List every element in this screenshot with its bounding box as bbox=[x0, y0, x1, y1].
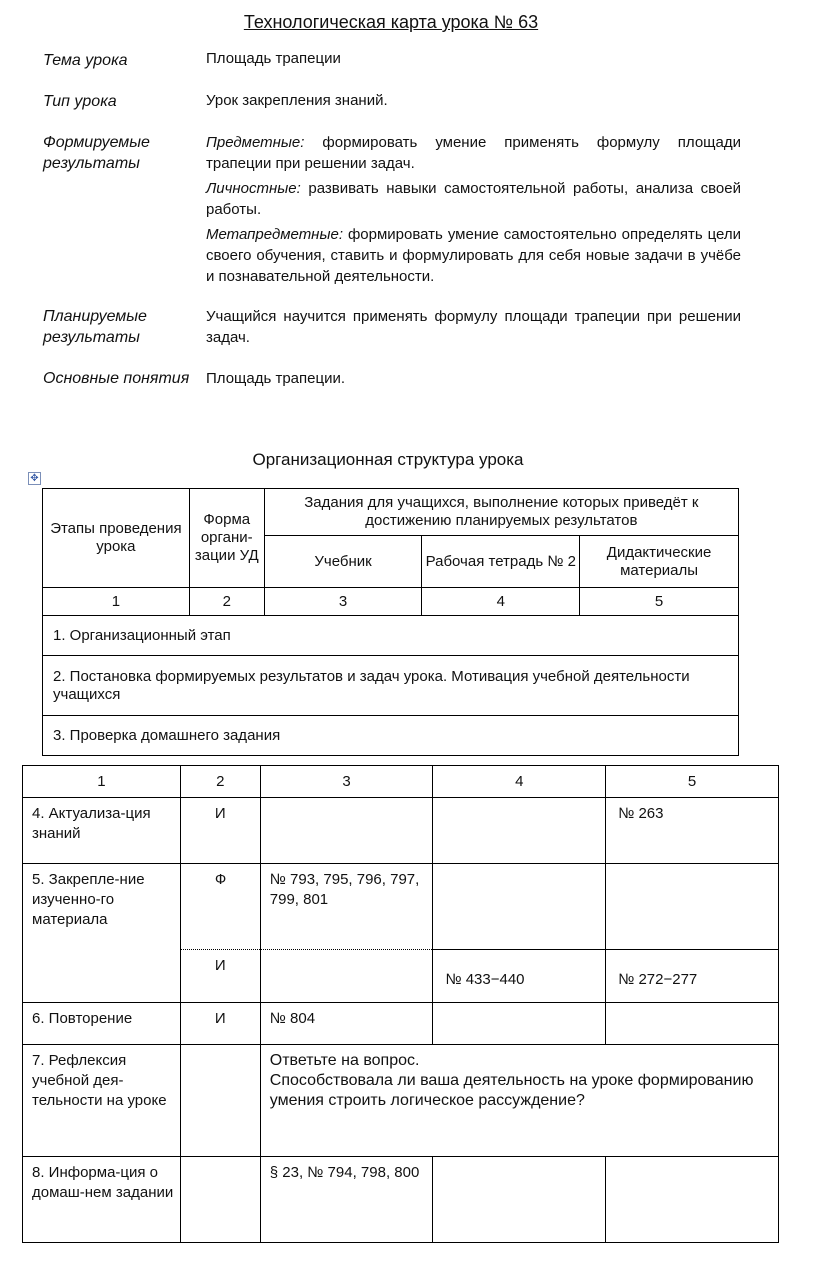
stage-organizational: 1. Организационный этап bbox=[43, 616, 739, 656]
row5b-workbook: № 433−440 bbox=[433, 950, 606, 1003]
col-num: 3 bbox=[260, 766, 433, 798]
row4-stage: 4. Актуализа-ция знаний bbox=[23, 798, 181, 864]
row6-textbook: № 804 bbox=[260, 1003, 433, 1045]
row8-didactic bbox=[606, 1157, 779, 1243]
col-num: 2 bbox=[189, 588, 264, 616]
col-num: 4 bbox=[422, 588, 580, 616]
col-num: 2 bbox=[180, 766, 260, 798]
row8-textbook: § 23, № 794, 798, 800 bbox=[260, 1157, 433, 1243]
subject-results: Предметные: формировать умение применять формулу площади трапеции при решении задач. bbox=[206, 134, 741, 172]
results-value bbox=[206, 132, 741, 291]
row5a-textbook: № 793, 795, 796, 797, 799, 801 bbox=[260, 864, 433, 950]
col-num: 5 bbox=[606, 766, 779, 798]
row8-stage: 8. Информа-ция о домаш-нем задании bbox=[23, 1157, 181, 1243]
col-num: 3 bbox=[264, 588, 422, 616]
row8-form bbox=[180, 1157, 260, 1243]
header-stages: Этапы проведения урока bbox=[43, 489, 190, 588]
row7-question: Способствовала ли ваша деятельность на уроке формированию умения строить логическое рассуждение? bbox=[269, 1072, 754, 1109]
concepts-label: Основные понятия bbox=[43, 370, 190, 387]
row5b-form: И bbox=[180, 950, 260, 1003]
row6-didactic bbox=[606, 1003, 779, 1045]
page-title: Технологическая карта урока № 63 bbox=[243, 12, 539, 32]
row4-didactic: № 263 bbox=[606, 798, 779, 864]
col-num: 4 bbox=[433, 766, 606, 798]
header-didactic: Дидактические материалы bbox=[580, 536, 739, 588]
concepts-value: Площадь трапеции. bbox=[206, 370, 345, 387]
structure-table-header bbox=[42, 488, 739, 756]
row6-form: И bbox=[180, 1003, 260, 1045]
structure-table-body bbox=[22, 765, 779, 1243]
row7-stage: 7. Рефлексия учебной дея-тельности на уроке bbox=[23, 1045, 181, 1157]
header-tasks: Задания для учащихся, выполнение которых приведёт к достижению планируемых результатов bbox=[264, 489, 738, 536]
personal-results: Личностные: развивать навыки самостоятельной работы, анализа своей работы. bbox=[206, 180, 741, 218]
results-label: Формируемые результаты bbox=[43, 134, 150, 172]
row7-tasks bbox=[260, 1045, 778, 1157]
col-num: 1 bbox=[43, 588, 190, 616]
col-num: 1 bbox=[23, 766, 181, 798]
row6-stage: 6. Повторение bbox=[23, 1003, 181, 1045]
meta-results: Метапредметные: формировать умение самостоятельно определять цели своего обучения, ставить и формулировать для себя новые задачи в учёбе и познавательной деятельности. bbox=[206, 226, 741, 285]
header-textbook: Учебник bbox=[264, 536, 422, 588]
topic-value: Площадь трапеции bbox=[206, 50, 341, 67]
header-form: Форма органи-зации УД bbox=[189, 489, 264, 588]
row7-form bbox=[180, 1045, 260, 1157]
row7-question-intro: Ответьте на вопрос. bbox=[269, 1052, 420, 1069]
topic-label: Тема урока bbox=[43, 52, 128, 69]
row8-workbook bbox=[433, 1157, 606, 1243]
stage-goals: 2. Постановка формируемых результатов и задач урока. Мотивация учебной деятельности учащихся bbox=[43, 656, 739, 716]
table-move-handle-icon[interactable]: ✥ bbox=[28, 472, 41, 485]
row4-workbook bbox=[433, 798, 606, 864]
row5a-workbook bbox=[433, 864, 606, 950]
row4-textbook bbox=[260, 798, 433, 864]
row5a-form: Ф bbox=[180, 864, 260, 950]
row5a-didactic bbox=[606, 864, 779, 950]
section-title: Организационная структура урока bbox=[252, 450, 524, 469]
type-label: Тип урока bbox=[43, 93, 117, 110]
row4-form: И bbox=[180, 798, 260, 864]
col-num: 5 bbox=[580, 588, 739, 616]
row5b-textbook bbox=[260, 950, 433, 1003]
row5-stage: 5. Закрепле-ние изученно-го материала bbox=[23, 864, 181, 1003]
type-value: Урок закрепления знаний. bbox=[206, 92, 388, 109]
planned-label: Планируемые результаты bbox=[43, 308, 147, 346]
row5b-didactic: № 272−277 bbox=[606, 950, 779, 1003]
planned-value: Учащийся научится применять формулу площади трапеции при решении задач. bbox=[206, 308, 741, 346]
stage-homework-check: 3. Проверка домашнего задания bbox=[43, 716, 739, 756]
row6-workbook bbox=[433, 1003, 606, 1045]
header-workbook: Рабочая тетрадь № 2 bbox=[422, 536, 580, 588]
